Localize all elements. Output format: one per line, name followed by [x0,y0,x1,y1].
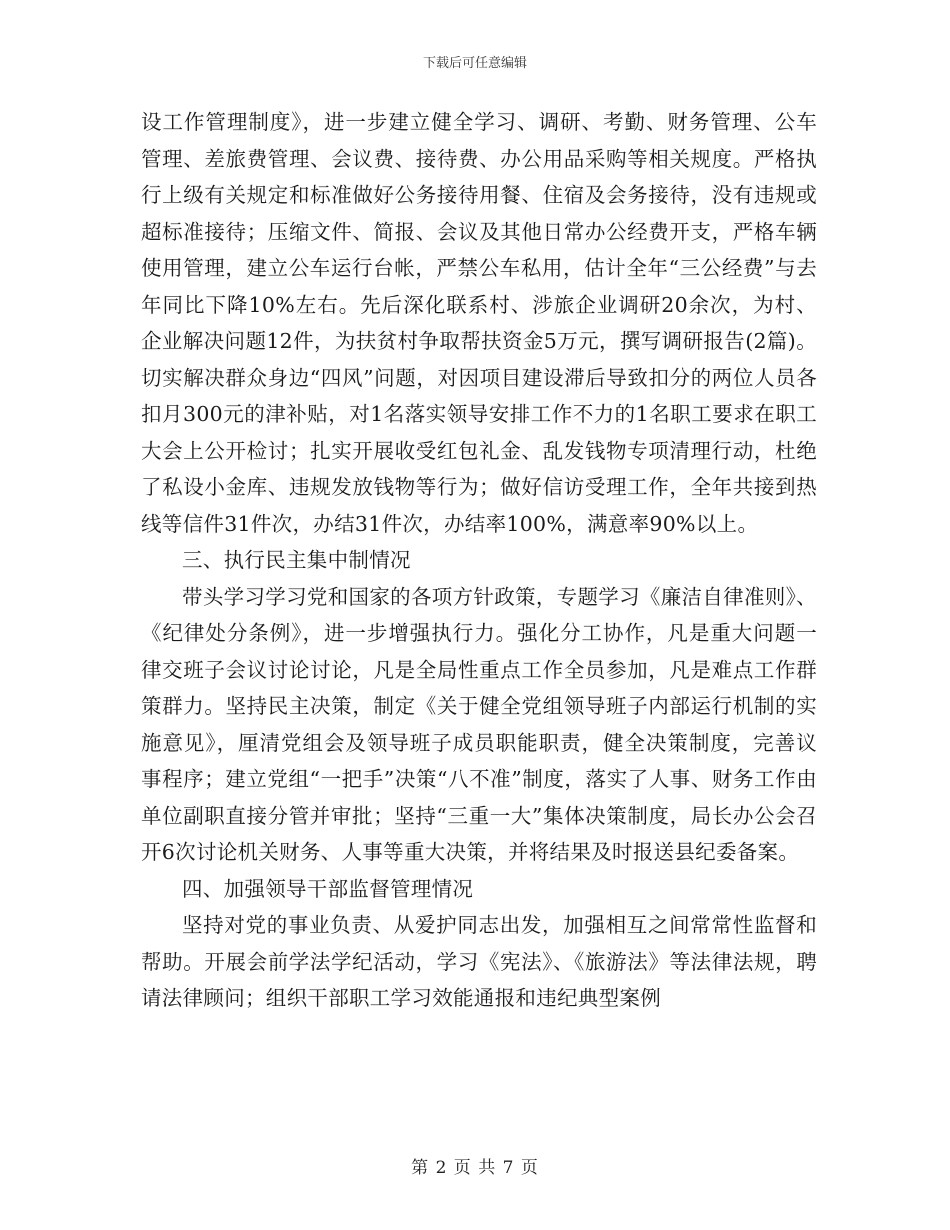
document-body [141,104,817,1017]
section-heading-cadre-supervision: 四、加强领导干部监督管理情况 [182,876,474,901]
page-header-note: 下载后可任意编辑 [422,56,527,71]
paragraph-continuation: 设工作管理制度》，进一步建立健全学习、调研、考勤、财务管理、公车管理、差旅费管理、会议费、接待费、办公用品采购等相关规度。严格执行上级有关规定和标准做好公务接待用餐、住宿及会务接待，没有违规或超标准接待；压缩文件、简报、会议及其他日常办公经费开支，严格车辆使用管理，建立公车运行台帐，严禁公车私用，估计全年“三公经费”与去年同比下降10%左右。先后深化联系村、涉旅企业调研20余次，为村、企业解决问题12件，为扶贫村争取帮扶资金5万元，撰写调研报告(2篇)。切实解决群众身边“四风”问题，对因项目建设滞后导致扣分的两位人员各扣月300元的津补贴，对1名落实领导安排工作不力的1名职工要求在职工大会上公开检讨；扎实开展收受红包礼金、乱发钱物专项清理行动，杜绝了私设小金库、违规发放钱物等行为；做好信访受理工作，全年共接到热线等信件31件次，办结31件次，办结率100%，满意率90%以上。 [141,110,817,536]
paragraph-cadre-supervision: 坚持对党的事业负责、从爱护同志出发，加强相互之间常常性监督和帮助。开展会前学法学纪活动，学习《宪法》、《旅游法》等法律法规，聘请法律顾问；组织干部职工学习效能通报和违纪典型案例 [141,913,817,1010]
page-number-footer: 第 2 页 共 7 页 [411,1158,539,1178]
paragraph-democratic-centralism: 带头学习学习党和国家的各项方针政策，专题学习《廉洁自律准则》、《纪律处分条例》，进一步增强执行力。强化分工协作，凡是重大问题一律交班子会议讨论讨论，凡是全局性重点工作全员参加，凡是难点工作群策群力。坚持民主决策，制定《关于健全党组领导班子内部运行机制的实施意见》，厘清党组会及领导班子成员职能职责，健全决策制度，完善议事程序；建立党组“一把手”决策“八不准”制度，落实了人事、财务工作由单位副职直接分管并审批；坚持“三重一大”集体决策制度，局长办公会召开6次讨论机关财务、人事等重大决策，并将结果及时报送县纪委备案。 [141,584,817,864]
section-heading-democratic-centralism: 三、执行民主集中制情况 [182,548,411,572]
